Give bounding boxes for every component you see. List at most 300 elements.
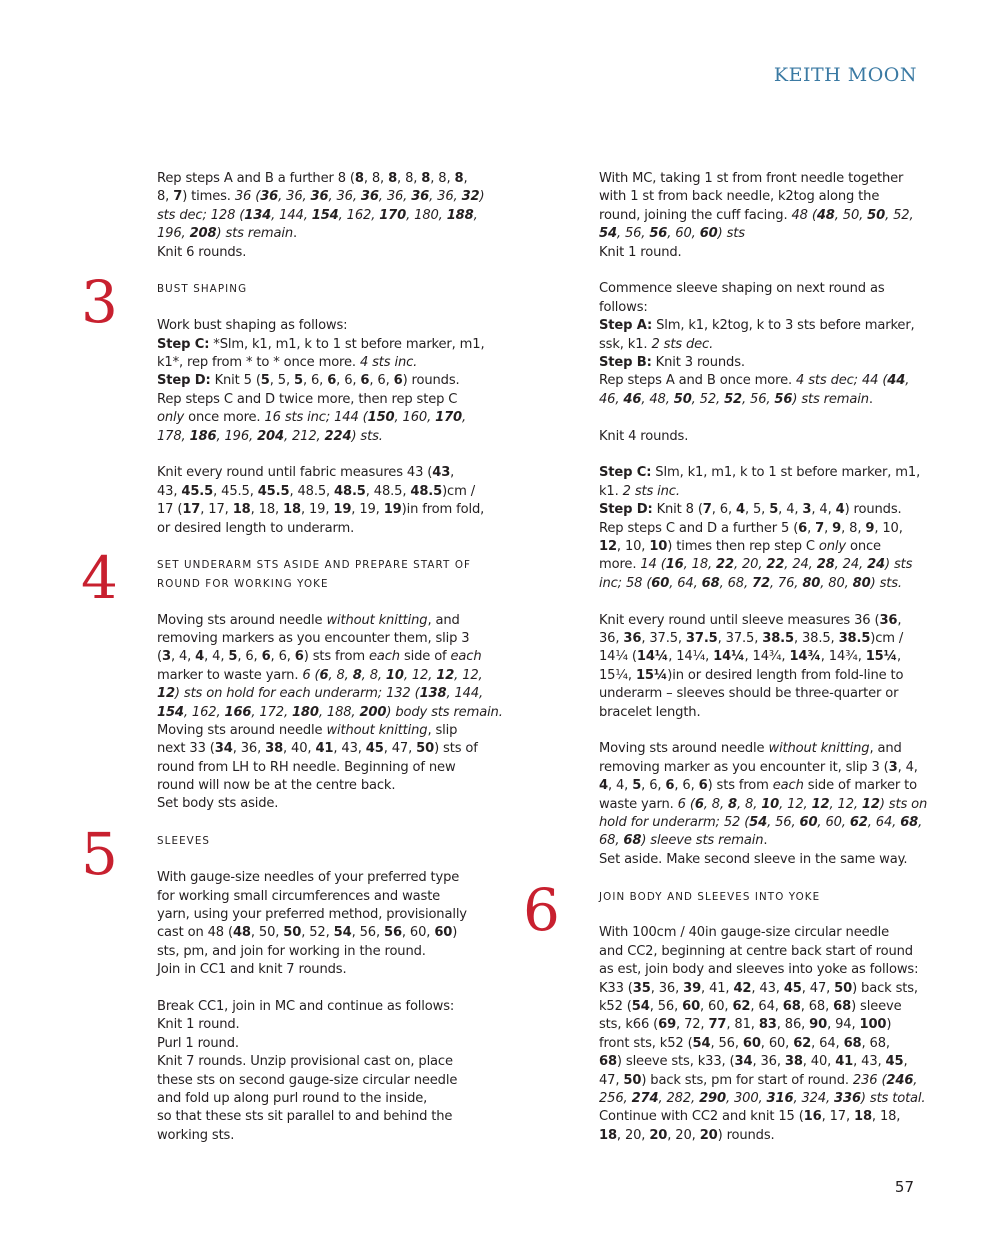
text-run: Slm, k1, m1, k to 1 st before marker, m1,: [651, 465, 921, 481]
text-run: , 64,: [750, 998, 783, 1014]
text-line: [599, 225, 929, 243]
italic-run: hold for underarm; 52 (: [599, 814, 750, 830]
page-number: 57: [894, 1178, 914, 1196]
paragraph: [157, 998, 487, 1145]
italic-run: without knitting: [326, 612, 428, 628]
italic-run: without knitting: [768, 741, 870, 757]
bold-run: 48: [232, 925, 251, 941]
text-run: , 60,: [760, 1035, 794, 1051]
bold-run: 41: [835, 1054, 854, 1070]
italic-run: , 324,: [793, 1090, 835, 1106]
text-run: ) sleeve: [851, 998, 902, 1014]
text-run: , 68,: [861, 1035, 890, 1051]
bold-run: 5: [228, 649, 238, 665]
text-run: , 47,: [801, 980, 835, 996]
text-line: [157, 1090, 487, 1108]
text-run: .: [293, 226, 298, 242]
italic-run: , 8,: [361, 667, 386, 683]
text-run: Moving sts around needle: [599, 741, 769, 757]
italic-run: 6 (: [677, 796, 695, 812]
bold-run: 8: [421, 171, 431, 186]
text-line: [157, 170, 487, 188]
bold-run: 6: [261, 649, 271, 665]
text-run: , 19,: [300, 502, 334, 518]
text-run: , 14¾,: [820, 649, 866, 665]
text-line: [599, 556, 929, 574]
bold-run: 62: [793, 1035, 812, 1051]
text-run: side of marker to: [803, 778, 918, 794]
bold-italic-run: 36: [310, 189, 329, 205]
text-line: [599, 538, 929, 556]
bold-italic-run: 36: [260, 189, 279, 205]
italic-run: sts dec; 128 (: [157, 207, 245, 223]
bold-italic-run: 224: [324, 428, 352, 444]
text-line: [599, 520, 929, 538]
bold-run: 6: [327, 373, 337, 389]
text-line: [157, 520, 487, 538]
bold-italic-run: 36: [411, 189, 430, 205]
text-run: , 40,: [283, 741, 316, 757]
text-run: )cm /: [442, 483, 475, 499]
text-run: , 10,: [874, 520, 903, 536]
bold-run: 6: [698, 778, 708, 794]
text-run: , 14¼,: [668, 649, 714, 665]
text-line: [157, 943, 487, 961]
bold-run: 5: [632, 778, 642, 794]
text-run: , 6,: [711, 502, 736, 518]
text-run: follows:: [599, 299, 648, 315]
text-run: Purl 1 round.: [157, 1035, 239, 1051]
text-line: [599, 943, 929, 961]
bold-italic-run: 12: [436, 667, 455, 683]
text-line: [599, 575, 929, 593]
text-run: , 20,: [616, 1127, 650, 1143]
italic-run: , 8,: [703, 796, 729, 812]
text-line: [599, 814, 929, 832]
italic-run: , 180,: [406, 207, 447, 223]
italic-run: ) sleeve sts remain: [641, 833, 764, 849]
text-line: [599, 1053, 929, 1071]
italic-run: , 36,: [278, 189, 311, 205]
bold-run: 54: [692, 1035, 711, 1051]
bold-run: 3: [161, 649, 171, 665]
text-run: ,: [897, 612, 902, 628]
bold-run: 68: [782, 998, 801, 1014]
bold-run: 38.5: [838, 630, 871, 646]
bold-italic-run: 16: [665, 557, 684, 573]
italic-run: ): [479, 189, 485, 205]
text-run: round, joining the cuff facing.: [599, 207, 792, 223]
bold-run: 68: [833, 998, 852, 1014]
bold-run: 9: [865, 520, 875, 536]
text-run: and fold up along purl round to the inside,: [157, 1090, 428, 1106]
text-run: ,: [897, 649, 902, 665]
italic-run: ) sts on hold for each underarm; 132 (: [174, 686, 420, 702]
text-line: [599, 612, 929, 630]
bold-italic-run: 188: [446, 207, 474, 223]
text-run: , 8,: [430, 171, 455, 186]
text-run: .: [868, 391, 873, 407]
bold-run: 45: [783, 980, 802, 996]
bold-run: Step D:: [157, 373, 211, 389]
text-run: , 48.5,: [365, 483, 411, 499]
bold-run: 5: [260, 373, 270, 389]
paragraph: [599, 428, 929, 446]
italic-run: ,: [918, 814, 923, 830]
text-run: )in or desired length from fold-line to: [667, 667, 904, 683]
bold-run: 20: [699, 1127, 718, 1143]
bold-run: 77: [708, 1017, 727, 1033]
bold-run: 38.5: [762, 630, 794, 646]
bold-run: 7: [173, 189, 183, 205]
italic-run: , 12,: [454, 667, 483, 683]
bold-run: 7: [815, 520, 825, 536]
bold-run: 38: [265, 741, 284, 757]
text-run: Knit 8 (: [652, 502, 703, 518]
text-run: , 43,: [853, 1054, 886, 1070]
text-run: Knit every round until sleeve measures 36 (: [599, 612, 880, 628]
text-run: ) rounds.: [717, 1127, 775, 1143]
text-run: , 8,: [841, 520, 866, 536]
text-line: [157, 740, 487, 758]
bold-run: Step B:: [599, 354, 652, 370]
text-run: ,: [824, 520, 833, 536]
text-line: [599, 188, 929, 206]
text-line: [599, 851, 929, 869]
text-run: ) rounds.: [402, 373, 460, 389]
bold-italic-run: 150: [367, 410, 395, 426]
text-run: front sts, k52 (: [599, 1035, 693, 1051]
bold-run: 43: [432, 465, 451, 481]
text-line: [599, 207, 929, 225]
text-run: Knit 7 rounds. Unzip provisional cast on, place: [157, 1054, 453, 1070]
bold-run: 39: [683, 980, 702, 996]
step-number: 3: [81, 268, 118, 337]
text-run: Knit 1 round.: [157, 1017, 240, 1033]
text-run: ) sts from: [303, 649, 369, 665]
bold-run: 36: [623, 630, 642, 646]
italic-run: , 12,: [779, 796, 812, 812]
text-line: [599, 1072, 929, 1090]
text-line: [599, 998, 929, 1016]
text-run: Commence sleeve shaping on next round as: [599, 281, 885, 297]
bold-italic-run: 208: [189, 226, 217, 242]
bold-italic-run: 8: [728, 796, 737, 812]
text-run: these sts on second gauge-size circular needle: [157, 1072, 458, 1088]
bold-run: 50: [623, 1072, 642, 1088]
bold-run: Step C:: [599, 465, 652, 481]
bold-italic-run: 80: [802, 575, 821, 591]
text-run: and CC2, beginning at centre back start of round: [599, 943, 913, 959]
text-run: , 8,: [363, 171, 389, 186]
bold-run: 90: [809, 1017, 828, 1033]
text-run: , 37.5,: [641, 630, 686, 646]
text-run: round from LH to RH needle. Beginning of new: [157, 759, 456, 775]
text-run: Join in CC1 and knit 7 rounds.: [157, 962, 347, 978]
text-run: sts, pm, and join for working in the round.: [157, 943, 426, 959]
italic-run: inc; 58 (: [599, 575, 652, 591]
bold-italic-run: 246: [886, 1072, 914, 1088]
text-line: [599, 170, 929, 188]
bold-run: 50: [416, 741, 435, 757]
step-section: [81, 544, 503, 813]
bold-italic-run: 54: [599, 226, 617, 242]
text-line: [599, 299, 929, 317]
text-line: [599, 372, 929, 390]
italic-run: , 56,: [742, 391, 775, 407]
text-line: [599, 317, 929, 335]
bold-italic-run: 170: [379, 207, 407, 223]
text-run: , 94,: [827, 1017, 860, 1033]
text-line: [157, 336, 487, 354]
italic-run: 4 sts inc.: [359, 354, 418, 370]
paragraph: [157, 464, 487, 538]
text-run: 15¼,: [599, 667, 636, 683]
bold-run: 7: [702, 502, 712, 518]
text-run: Knit 1 round.: [599, 244, 682, 260]
text-run: 8,: [157, 189, 174, 205]
text-run: With MC, taking 1 st from front needle together: [599, 171, 904, 186]
text-run: Break CC1, join in MC and continue as follows:: [157, 999, 455, 1014]
bold-run: 34: [734, 1054, 753, 1070]
text-line: [157, 1072, 487, 1090]
italic-run: 46,: [599, 391, 624, 407]
text-run: , 6,: [674, 778, 699, 794]
italic-run: , 300,: [725, 1090, 767, 1106]
bold-run: 68: [843, 1035, 862, 1051]
text-run: , 6,: [369, 373, 394, 389]
bold-run: 54: [333, 925, 352, 941]
italic-run: ) sts.: [351, 428, 383, 444]
text-run: , 36,: [650, 980, 684, 996]
text-run: , 4,: [170, 649, 196, 665]
text-run: next 33 (: [157, 741, 215, 757]
italic-run: ) sts remain: [792, 391, 869, 407]
text-run: ) back sts, pm for start of round.: [641, 1072, 853, 1088]
text-run: , 17,: [821, 1109, 854, 1125]
text-line: [157, 409, 487, 427]
bold-italic-run: 22: [716, 557, 734, 573]
text-line: [599, 1108, 929, 1126]
text-run: , 68,: [800, 998, 834, 1014]
text-line: [157, 630, 487, 648]
bold-run: 42: [733, 980, 752, 996]
text-run: cast on 48 (: [157, 925, 233, 941]
text-line: [157, 777, 487, 795]
text-run: ): [452, 925, 458, 941]
italic-run: , 52,: [885, 207, 914, 223]
bold-italic-run: 6: [694, 796, 704, 812]
text-line: [157, 722, 487, 740]
bold-run: Step D:: [599, 502, 653, 518]
bold-run: 45.5: [181, 483, 214, 499]
italic-run: 4 sts dec; 44 (: [796, 373, 888, 389]
text-run: , 6,: [336, 373, 361, 389]
text-run: , 19,: [351, 502, 384, 518]
bold-run: 4: [195, 649, 205, 665]
bold-run: 34: [214, 741, 233, 757]
text-run: , 5,: [744, 502, 770, 518]
text-run: Rep steps A and B once more.: [599, 373, 797, 389]
bold-italic-run: 316: [766, 1090, 794, 1106]
text-line: [599, 924, 929, 942]
section-heading-continued: ROUND FOR WORKING YOKE: [157, 577, 329, 590]
bold-italic-run: 44: [887, 373, 906, 389]
bold-italic-run: 52: [724, 391, 742, 407]
italic-run: without knitting: [326, 722, 428, 738]
bold-run: 4: [835, 502, 845, 518]
bold-run: 18: [232, 502, 251, 518]
italic-run: ,: [905, 373, 910, 389]
text-line: [157, 188, 487, 206]
text-run: 43,: [157, 483, 182, 499]
italic-run: , 52,: [691, 391, 725, 407]
bold-italic-run: 72: [751, 575, 770, 591]
text-run: , 37.5,: [717, 630, 763, 646]
bold-run: 6: [360, 373, 370, 389]
bold-run: 19: [333, 502, 352, 518]
text-run: , 6,: [641, 778, 666, 794]
text-run: ): [886, 1017, 892, 1033]
bold-run: 20: [649, 1127, 668, 1143]
italic-run: , 36,: [328, 189, 361, 205]
section-heading: JOIN BODY AND SLEEVES INTO YOKE: [599, 890, 821, 903]
bold-italic-run: 170: [435, 410, 463, 426]
italic-run: , 24,: [784, 557, 817, 573]
bold-italic-run: 10: [385, 667, 404, 683]
italic-run: , 12,: [403, 667, 437, 683]
text-line: [157, 501, 487, 519]
bold-run: 5: [769, 502, 779, 518]
bold-run: 60: [682, 998, 701, 1014]
italic-run: 178,: [157, 428, 190, 444]
bold-run: 41: [315, 741, 334, 757]
text-run: , 72,: [676, 1017, 709, 1033]
bold-italic-run: 12: [811, 796, 830, 812]
text-run: 47,: [599, 1072, 624, 1088]
text-line: [157, 888, 487, 906]
bold-italic-run: 36: [360, 189, 379, 205]
bold-run: 16: [803, 1109, 822, 1125]
text-line: [157, 372, 487, 390]
text-run: ,: [450, 465, 455, 481]
text-run: , 48.5,: [289, 483, 335, 499]
paragraph: [599, 464, 929, 593]
bold-run: 19: [383, 502, 402, 518]
bold-run: 8: [388, 171, 398, 186]
text-run: , 36,: [752, 1054, 785, 1070]
italic-run: , 48,: [641, 391, 674, 407]
italic-run: , 188,: [318, 704, 360, 720]
text-line: [599, 796, 929, 814]
bold-run: 9: [832, 520, 842, 536]
text-run: , 6,: [237, 649, 262, 665]
text-line: [157, 1127, 487, 1145]
italic-run: , 20,: [733, 557, 767, 573]
text-run: 17 (: [157, 502, 183, 518]
text-line: [599, 354, 929, 372]
italic-run: , 162,: [183, 704, 225, 720]
bold-run: 100: [859, 1017, 887, 1033]
text-line: [599, 667, 929, 685]
italic-run: , 8,: [328, 667, 353, 683]
text-run: round will now be at the centre back.: [157, 778, 396, 794]
bold-run: 60: [434, 925, 453, 941]
bold-italic-run: 274: [631, 1090, 659, 1106]
bold-run: 54: [631, 998, 650, 1014]
bold-italic-run: 32: [461, 189, 480, 205]
italic-run: , 60,: [817, 814, 850, 830]
text-run: , 4,: [811, 502, 836, 518]
italic-run: , 36,: [429, 189, 462, 205]
text-run: working sts.: [157, 1127, 235, 1143]
text-run: Moving sts around needle: [157, 612, 327, 628]
bold-italic-run: 48: [816, 207, 835, 223]
text-line: [599, 483, 929, 501]
bold-run: 14¼: [636, 649, 669, 665]
bold-italic-run: 186: [189, 428, 217, 444]
text-run: )cm /: [870, 630, 904, 646]
italic-run: , 68,: [719, 575, 752, 591]
text-run: , slip: [427, 722, 458, 738]
italic-run: each: [368, 649, 400, 665]
italic-run: , 12,: [829, 796, 862, 812]
italic-run: , 160,: [394, 410, 436, 426]
text-line: [599, 391, 929, 409]
bold-run: 48.5: [410, 483, 443, 499]
bold-italic-run: 200: [359, 704, 387, 720]
italic-run: , 56,: [616, 226, 650, 242]
step-number: 4: [81, 544, 118, 613]
text-run: ) sts of: [434, 741, 478, 757]
bold-italic-run: 60: [799, 814, 818, 830]
italic-run: , 36,: [378, 189, 412, 205]
italic-run: each: [450, 649, 482, 665]
text-run: , 8,: [397, 171, 422, 186]
text-run: ,: [903, 1054, 908, 1070]
text-run: , 20,: [667, 1127, 700, 1143]
italic-run: , 162,: [338, 207, 380, 223]
text-run: k1*, rep from * to * once more.: [157, 354, 360, 370]
text-run: , 18,: [871, 1109, 901, 1125]
italic-run: , 56,: [767, 814, 800, 830]
text-run: , 50,: [250, 925, 284, 941]
bold-italic-run: 50: [673, 391, 692, 407]
text-run: for working small circumferences and waste: [157, 888, 441, 904]
italic-run: , 24,: [834, 557, 868, 573]
bold-run: 18: [283, 502, 301, 518]
bold-run: 3: [888, 759, 898, 775]
text-run: , 81,: [726, 1017, 759, 1033]
italic-run: 2 sts inc.: [622, 483, 680, 499]
text-line: [157, 685, 487, 703]
bold-italic-run: 60: [699, 226, 718, 242]
text-line: [157, 795, 487, 813]
text-run: ,: [807, 520, 816, 536]
italic-run: , 144,: [271, 207, 312, 223]
text-run: marker to waste yarn.: [157, 667, 303, 683]
bold-run: 15¼: [635, 667, 668, 683]
bold-run: 6: [798, 520, 808, 536]
text-run: With gauge-size needles of your preferred type: [157, 870, 460, 886]
text-run: K33 (: [599, 980, 633, 996]
bold-run: 69: [658, 1017, 677, 1033]
text-run: Work bust shaping as follows:: [157, 318, 348, 334]
italic-run: ) body sts remain.: [386, 704, 503, 720]
italic-run: 6 (: [302, 667, 320, 683]
text-run: as est, join body and sleeves into yoke as follows:: [599, 962, 919, 978]
text-line: [157, 924, 487, 942]
